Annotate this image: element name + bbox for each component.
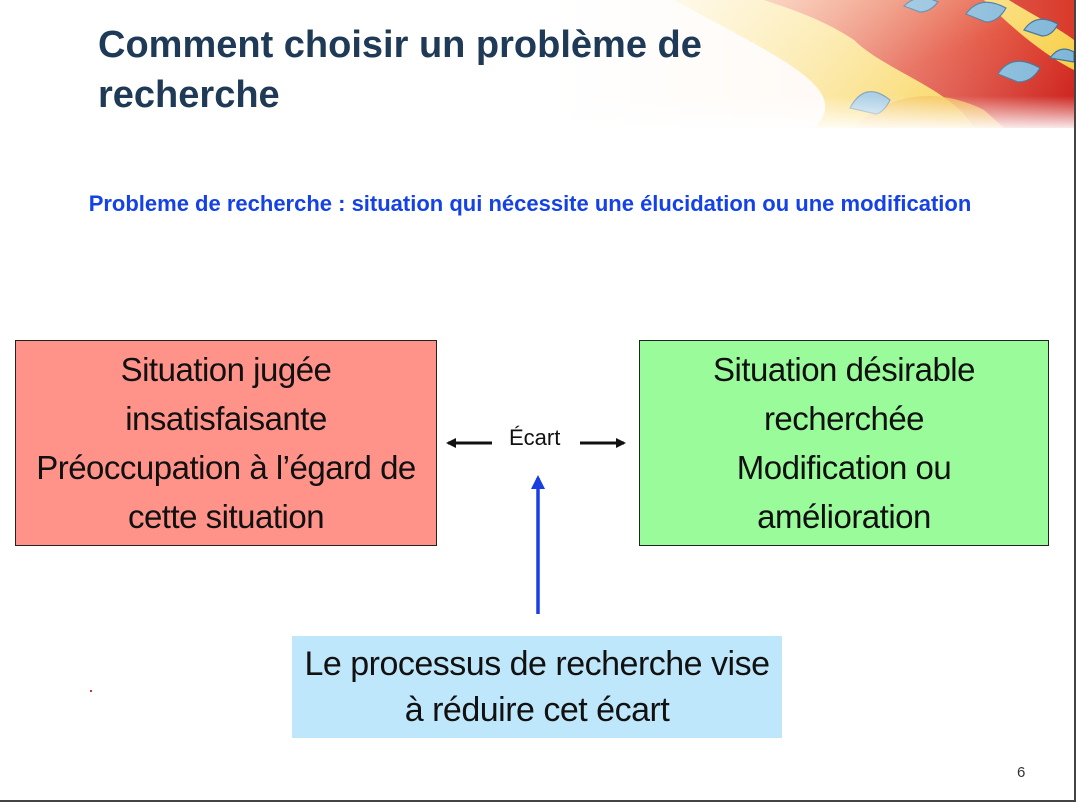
box-line: insatisfaisante: [125, 400, 327, 437]
desired-situation-box: [639, 340, 1049, 546]
current-situation-box: [15, 340, 437, 546]
box-line: Préoccupation à l’égard de: [36, 449, 416, 486]
definition-text: Probleme de recherche : situation qui nécessite une élucidation ou une modification: [88, 191, 972, 216]
research-process-box: [292, 636, 782, 738]
box-line: Le processus de recherche vise: [304, 645, 770, 683]
box-line: Situation jugée: [120, 351, 332, 388]
gap-label: Écart: [509, 425, 561, 450]
box-line: à réduire cet écart: [404, 691, 670, 729]
slide-title: Comment choisir un problème de recherche: [98, 24, 702, 116]
box-line: cette situation: [127, 498, 325, 535]
box-line: amélioration: [757, 498, 931, 535]
box-line: Modification ou: [736, 449, 952, 486]
box-line: recherchée: [763, 400, 925, 437]
box-line: Situation désirable: [712, 351, 975, 388]
stray-mark: [90, 690, 92, 692]
page-number: 6: [1017, 764, 1026, 781]
